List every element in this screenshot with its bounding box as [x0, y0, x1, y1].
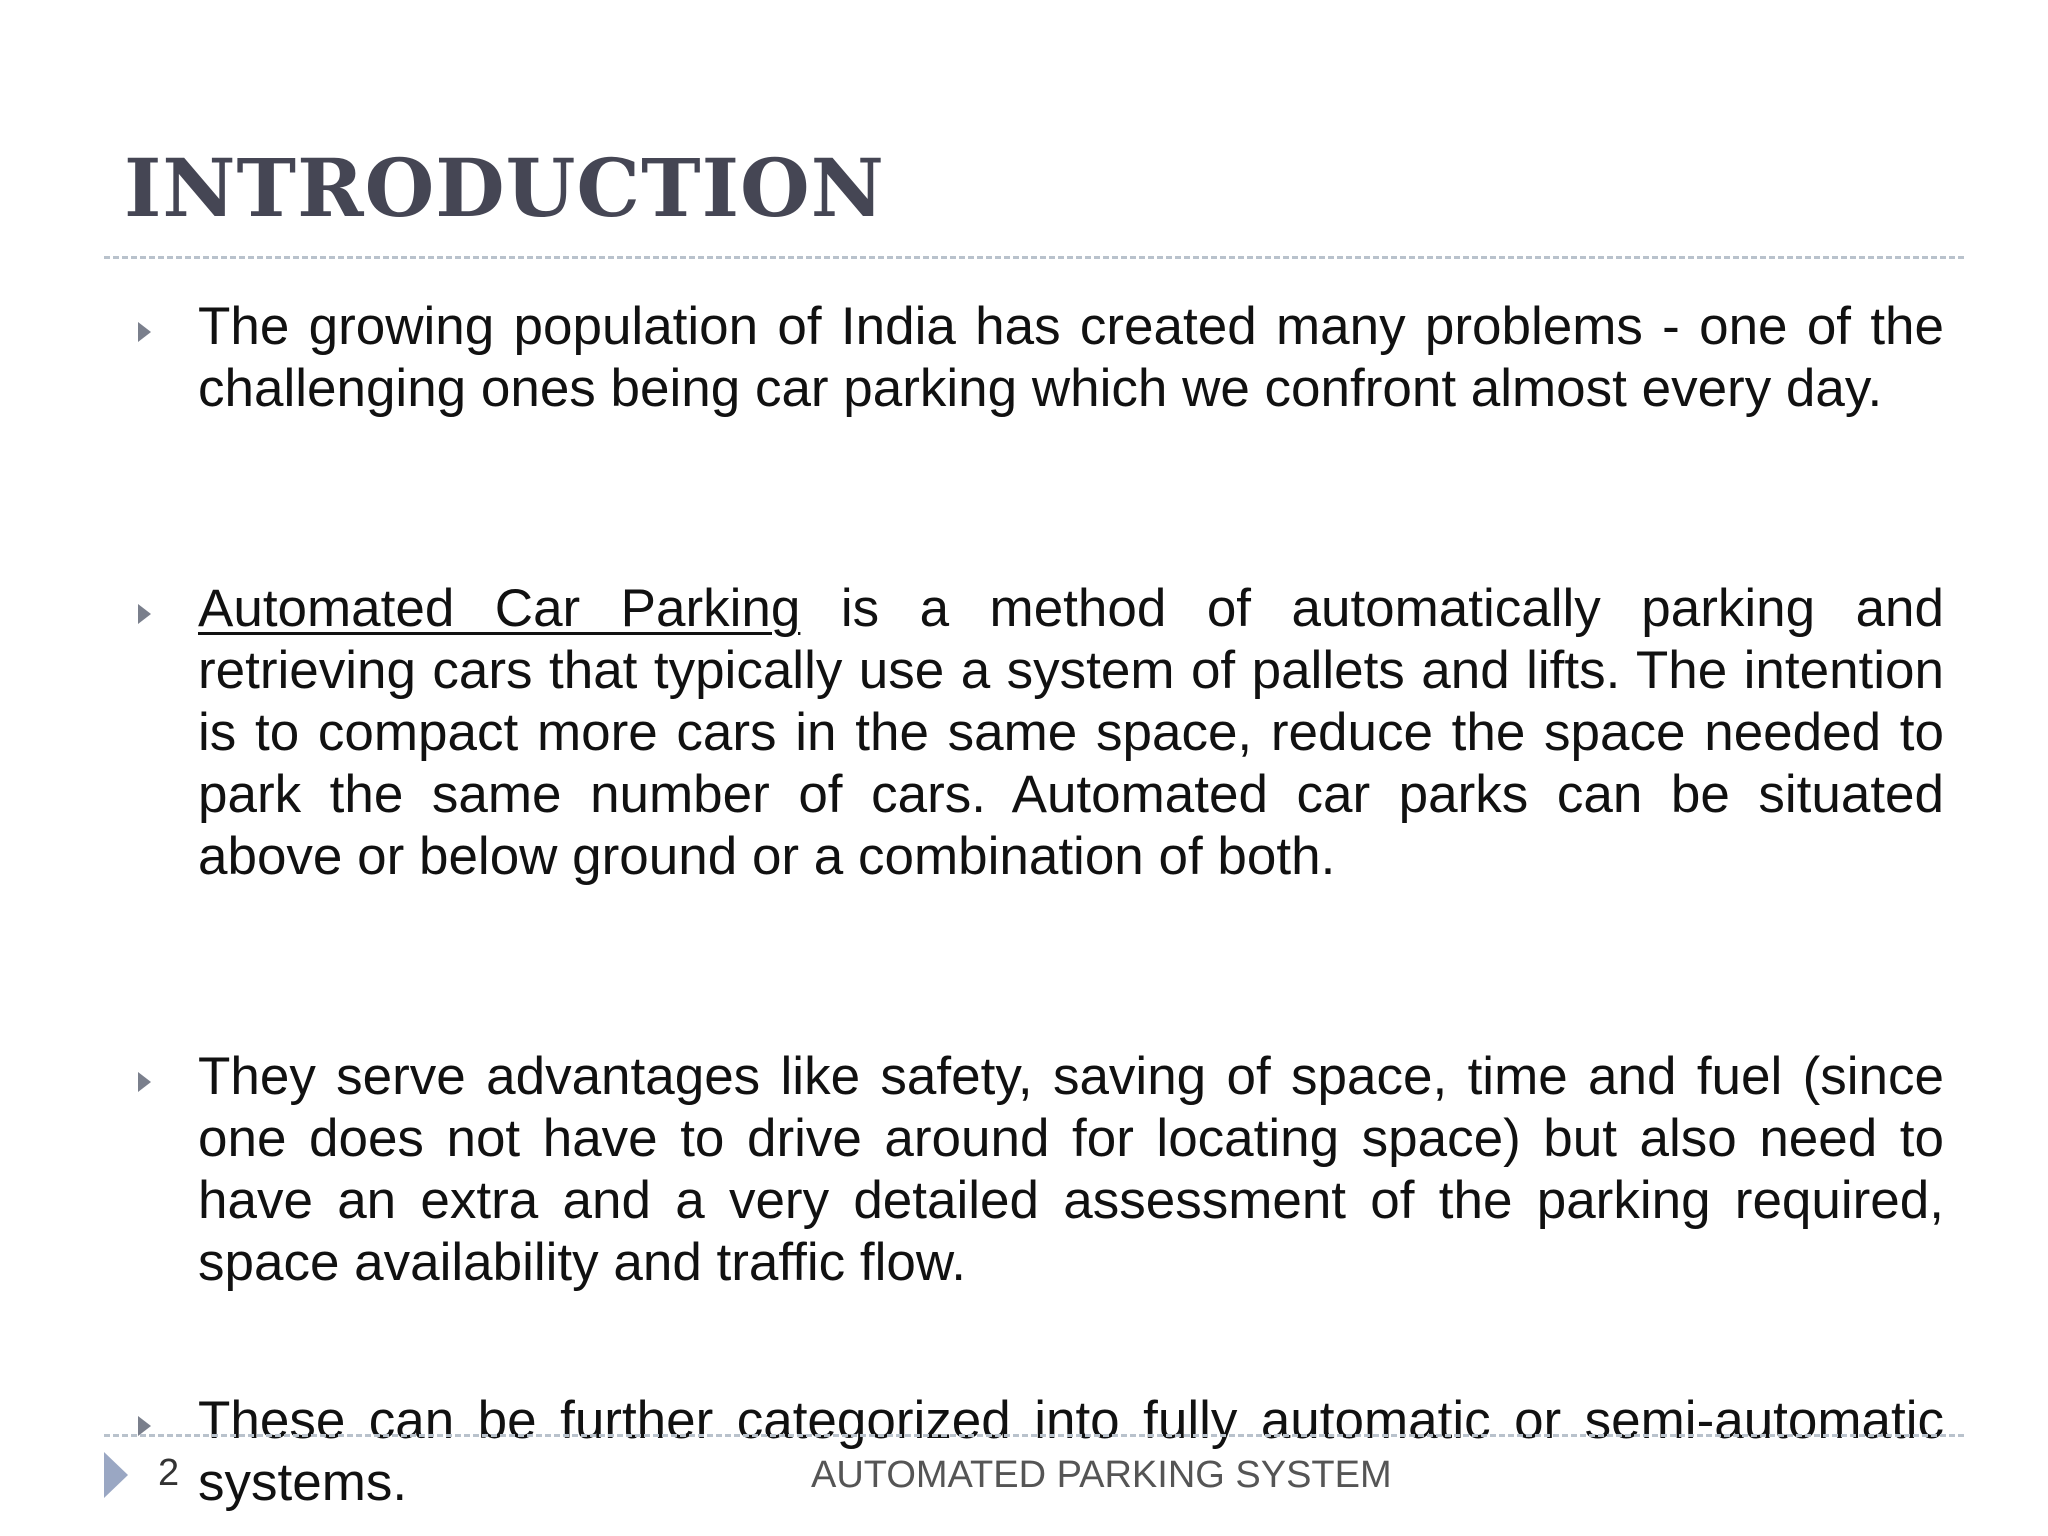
underlined-term: Automated Car Parking	[198, 579, 801, 638]
footer-divider	[104, 1434, 1964, 1437]
bullet-4-text: These can be further categorized into fully automatic or semi-automatic systems.	[198, 1391, 1944, 1512]
bullet-text	[198, 296, 1944, 420]
title-divider	[104, 256, 1964, 259]
bullet-arrow-icon	[138, 604, 151, 624]
slide-title: INTRODUCTION	[124, 141, 885, 235]
bullet-2-text: is a method of automatically parking and retrieving cars that typically use a system of pallets and lifts. The intention is to compact more cars in the same space, reduce the space needed to park the same number of cars. Automated car parks can be situated above or below ground or a combination of both.	[198, 579, 1944, 886]
bullet-1-text: The growing population of India has created many problems - one of the challenging ones being car parking which we confront almost every day.	[198, 297, 1944, 418]
footer-arrow-icon	[104, 1452, 128, 1498]
bullet-arrow-icon	[138, 1416, 151, 1436]
bullet-item	[124, 1046, 1944, 1294]
bullet-text	[198, 1046, 1944, 1294]
bullet-arrow-icon	[138, 322, 151, 342]
bullet-text	[198, 578, 1944, 888]
bullet-item	[124, 296, 1944, 420]
bullet-arrow-icon	[138, 1072, 151, 1092]
footer-title: AUTOMATED PARKING SYSTEM	[811, 1454, 1392, 1496]
bullet-item	[124, 578, 1944, 888]
page-number: 2	[158, 1452, 180, 1494]
bullet-3-text: They serve advantages like safety, saving of space, time and fuel (since one does not have to drive around for locating space) but also need to have an extra and a very detailed assessment of the parking required, space availability and traffic flow.	[198, 1047, 1944, 1292]
